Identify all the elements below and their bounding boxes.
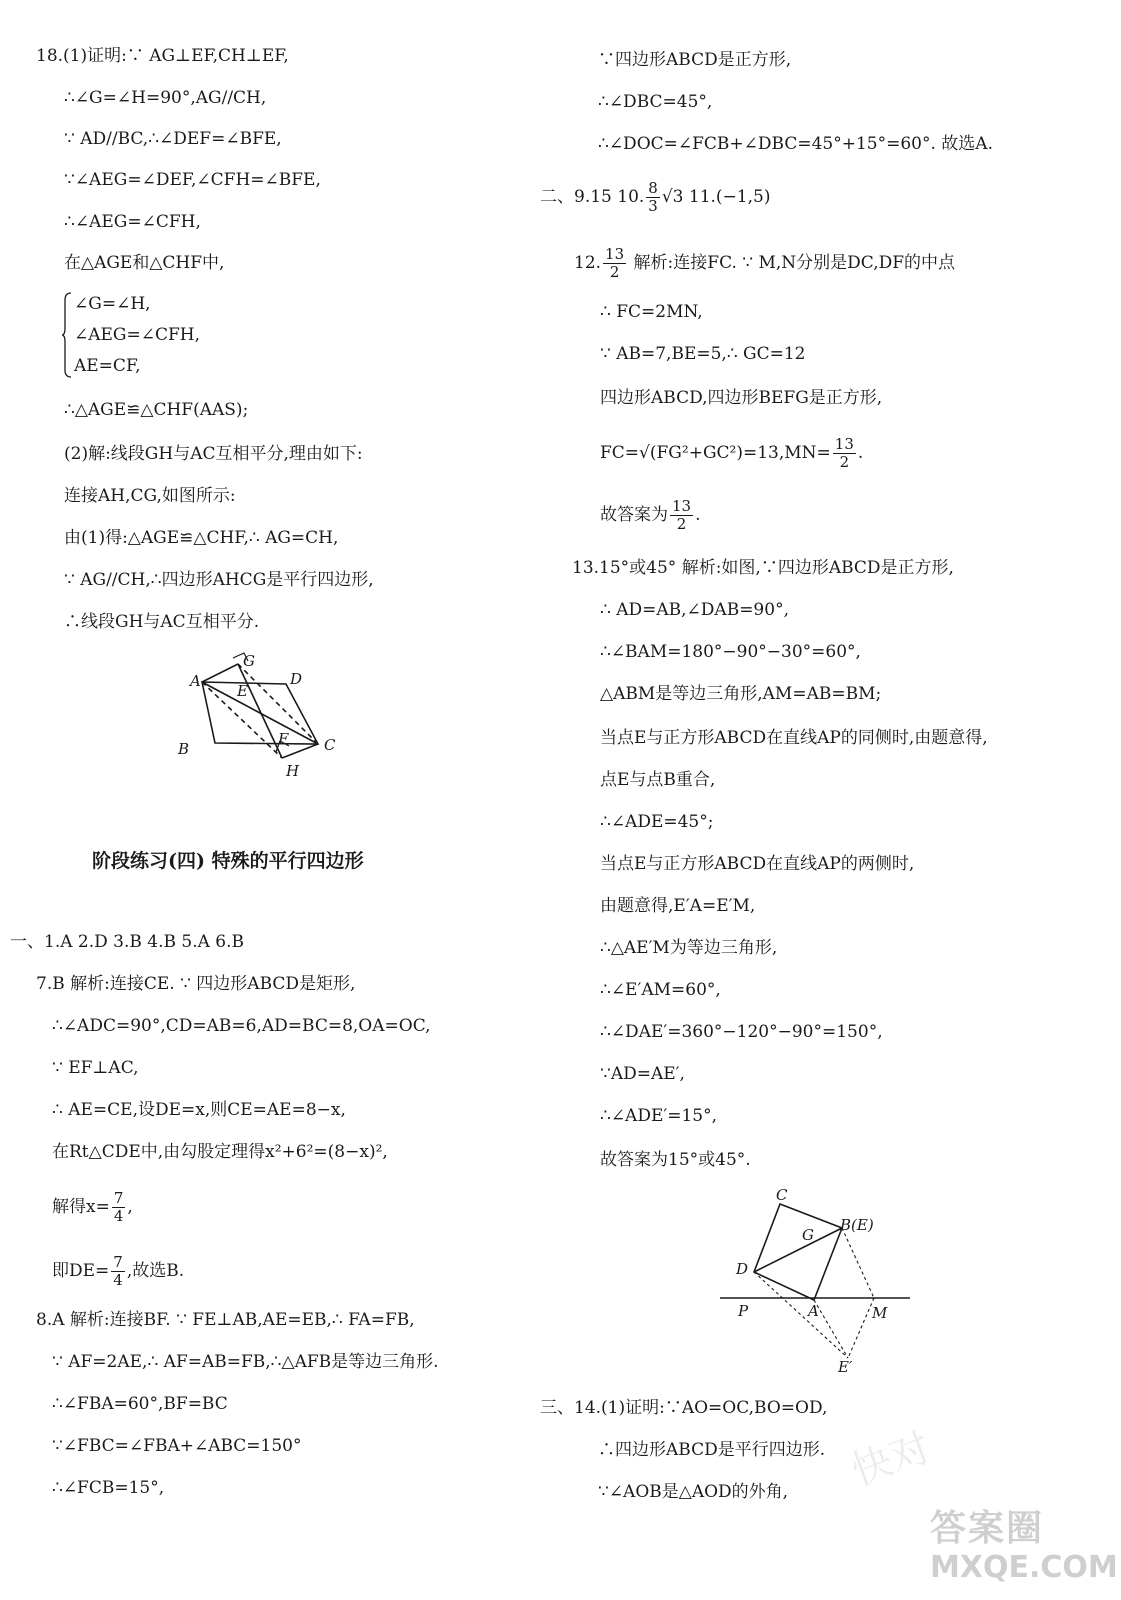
q13-line-4: △ABM是等边三角形,AM=AB=BM; [600, 684, 882, 704]
q18-line-2: ∴∠G=∠H=90°,AG//CH, [64, 88, 267, 108]
q14-line-2: ∴四边形ABCD是平行四边形. [598, 1440, 826, 1460]
q13-line-15: 故答案为15°或45°. [600, 1150, 751, 1170]
q8-cont-3: ∴∠DOC=∠FCB+∠DBC=45°+15°=60°. 故选A. [598, 134, 993, 154]
q18-line-15: ∴线段GH与AC互相平分. [64, 612, 260, 632]
label-D: D [736, 1260, 749, 1278]
q13-line-1: 13.15°或45° 解析:如图,∵四边形ABCD是正方形, [572, 558, 954, 578]
q8-line-4: ∵∠FBC=∠FBA+∠ABC=150° [52, 1436, 302, 1456]
q18-condition-2: ∠AEG=∠CFH, [74, 325, 201, 345]
part2-answers: 二、9.15 10. $\frac{8}{3}$ √3 11.(−1,5) [540, 179, 771, 215]
q18-line-6: 在△AGE和△CHF中, [64, 253, 225, 273]
q18-line-11: (2)解:线段GH与AC互相平分,理由如下: [64, 444, 363, 464]
label-H: H [286, 762, 300, 780]
label-D: D [290, 670, 303, 688]
label-P: P [738, 1302, 749, 1320]
q7-line-4: ∴ AE=CE,设DE=x,则CE=AE=8−x, [52, 1100, 346, 1120]
q18-line-14: ∵ AG//CH,∴四边形AHCG是平行四边形, [64, 570, 374, 590]
q12-line-6: 故答案为 $\frac{13}{2}$ . [600, 497, 701, 533]
part1-answers: 一、1.A 2.D 3.B 4.B 5.A 6.B [10, 932, 244, 952]
q13-line-12: ∴∠DAE′=360°−120°−90°=150°, [600, 1022, 883, 1042]
q8-line-5: ∴∠FCB=15°, [52, 1478, 165, 1498]
label-E-prime: E′ [838, 1358, 853, 1376]
fraction: $\frac{7}{4}$ [113, 1189, 124, 1225]
q13-line-13: ∵AD=AE′, [600, 1064, 685, 1084]
fraction: $\frac{13}{2}$ [672, 497, 692, 533]
q7-line-2: ∴∠ADC=90°,CD=AB=6,AD=BC=8,OA=OC, [52, 1016, 431, 1036]
q13-line-3: ∴∠BAM=180°−90°−30°=60°, [600, 642, 861, 662]
fraction: $\frac{7}{4}$ [113, 1253, 123, 1289]
system-brace [62, 292, 72, 378]
label-M: M [872, 1304, 888, 1322]
q8-line-2: ∵ AF=2AE,∴ AF=AB=FB,∴△AFB是等边三角形. [52, 1352, 439, 1372]
fraction: $\frac{8}{3}$ [648, 179, 658, 215]
q12-line-2: ∴ FC=2MN, [600, 302, 703, 322]
fraction: $\frac{13}{2}$ [605, 245, 625, 281]
fraction: $\frac{13}{2}$ [834, 435, 854, 471]
q18-line-10: ∴△AGE≌△CHF(AAS); [64, 400, 249, 420]
q7-line-6: 解得x= $\frac{7}{4}$ , [52, 1189, 133, 1225]
q18-condition-3: AE=CF, [74, 356, 141, 376]
label-BE: B(E) [840, 1216, 874, 1234]
q8-cont-2: ∴∠DBC=45°, [598, 92, 713, 112]
q12-line-4: 四边形ABCD,四边形BEFG是正方形, [600, 388, 883, 408]
faint-watermark: 快对 [845, 1424, 937, 1496]
q8-cont-1: ∵四边形ABCD是正方形, [598, 50, 792, 70]
square-figure [716, 1188, 916, 1378]
q13-line-11: ∴∠E′AM=60°, [600, 980, 721, 1000]
q7-line-7: 即DE= $\frac{7}{4}$ ,故选B. [52, 1253, 185, 1289]
q18-line-4: ∵∠AEG=∠DEF,∠CFH=∠BFE, [64, 170, 321, 190]
q13-line-8: 当点E与正方形ABCD在直线AP的两侧时, [600, 854, 915, 874]
logo-watermark: 答案圈 [930, 1508, 1045, 1549]
label-A: A [808, 1302, 819, 1320]
q18-line-12: 连接AH,CG,如图所示: [64, 486, 236, 506]
q13-line-14: ∴∠ADE′=15°, [600, 1106, 718, 1126]
q7-line-1: 7.B 解析:连接CE. ∵ 四边形ABCD是矩形, [36, 974, 356, 994]
section-title: 阶段练习(四) 特殊的平行四边形 [92, 850, 364, 872]
q14-line-1: 三、14.(1)证明:∵AO=OC,BO=OD, [540, 1398, 828, 1418]
label-A: A [190, 672, 201, 690]
q18-line-5: ∴∠AEG=∠CFH, [64, 212, 201, 232]
label-G: G [802, 1226, 814, 1244]
q7-line-3: ∵ EF⊥AC, [52, 1058, 139, 1078]
q8-line-3: ∴∠FBA=60°,BF=BC [52, 1394, 228, 1414]
label-E: E [237, 682, 248, 700]
label-G: G [243, 652, 255, 670]
url-watermark: MXQE.COM [930, 1550, 1118, 1585]
q12-line-5: FC=√(FG²+GC²)=13,MN= $\frac{13}{2}$ . [600, 435, 864, 471]
label-F: F [278, 730, 289, 748]
q13-line-5: 当点E与正方形ABCD在直线AP的同侧时,由题意得, [600, 728, 988, 748]
q14-line-3: ∵∠AOB是△AOD的外角, [598, 1482, 789, 1502]
q13-line-9: 由题意得,E′A=E′M, [600, 896, 756, 916]
q13-line-7: ∴∠ADE=45°; [600, 812, 714, 832]
parallelogram-figure [170, 648, 360, 788]
q8-line-1: 8.A 解析:连接BF. ∵ FE⊥AB,AE=EB,∴ FA=FB, [36, 1310, 415, 1330]
q13-line-10: ∴△AE′M为等边三角形, [600, 938, 778, 958]
q18-line-13: 由(1)得:△AGE≌△CHF,∴ AG=CH, [64, 528, 339, 548]
label-C: C [776, 1188, 788, 1204]
q12-line-1: 12. $\frac{13}{2}$ 解析:连接FC. ∵ M,N分别是DC,DF的中点 [574, 245, 956, 281]
q12-line-3: ∵ AB=7,BE=5,∴ GC=12 [600, 344, 806, 364]
label-B: B [178, 740, 190, 758]
q18-line-1: 18.(1)证明:∵ AG⊥EF,CH⊥EF, [36, 46, 289, 66]
q7-line-5: 在Rt△CDE中,由勾股定理得x²+6²=(8−x)², [52, 1142, 388, 1162]
label-C: C [324, 736, 336, 754]
q13-line-6: 点E与点B重合, [600, 770, 716, 790]
q18-condition-1: ∠G=∠H, [74, 294, 151, 314]
q13-line-2: ∴ AD=AB,∠DAB=90°, [600, 600, 789, 620]
q18-line-3: ∵ AD//BC,∴∠DEF=∠BFE, [64, 129, 282, 149]
